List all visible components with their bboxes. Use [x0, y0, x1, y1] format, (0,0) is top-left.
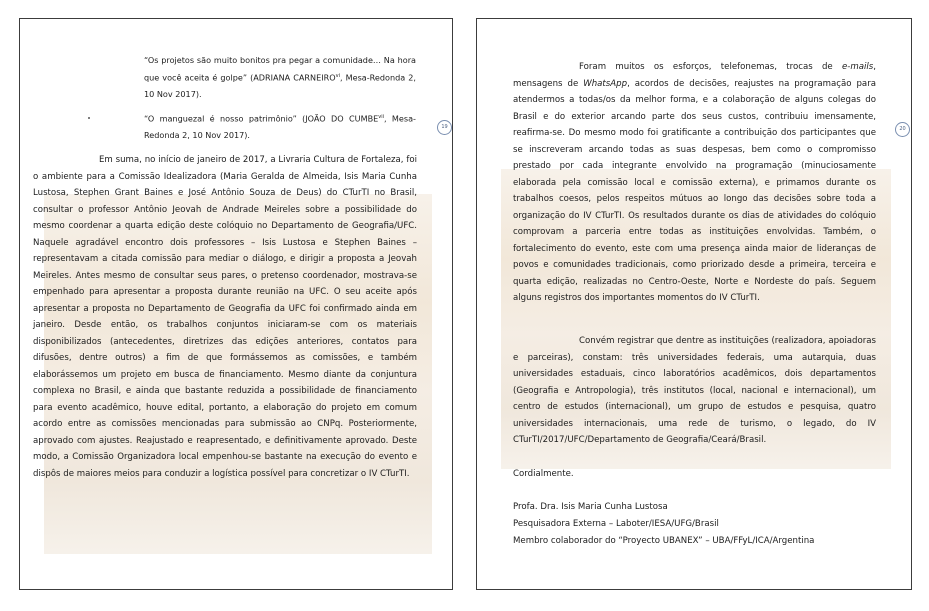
- text-run: , acordos de decisões, reajustes na programação para atendermos a todas/os da melhor forma, e a colaboração de alguns colegas do Brasil e do exterior arcando parte dos seus custos, contribuiu imensamente, reafirma-se. Do mesmo modo foi gratificante a contribuição dos participantes que se inscreveram arcando todas as suas despesas, bem como o compromisso prestado por cada integrante envolvido na programação (minuciosamente elaborada pela comissão local e comissão externa), e primamos durante os trabalhos coesos, pelos respeitos mútuos ao longo das decisões sobre toda a organização do IV CTurTI. Os resultados durante os dias de atividades do colóquio comprovam a parceria entre todas as instituições envolvidas. Também, o fortalecimento do evento, este com uma presença ainda maior de lideranças de povos e comunidades tradicionais, como priorizado desde a primeira, terceira e quarta edição, realizadas no Centro-Oeste, Norte e Nordeste do país. Seguem alguns registros dos importantes momentos do IV CTurTI.: [513, 78, 876, 303]
- quote-text: “Os projetos são muito bonitos pra pegar a comunidade… Na hora que você aceita é golpe” (ADRIANA CARNEIRO: [144, 55, 416, 83]
- italic-term: WhatsApp: [583, 78, 628, 89]
- italic-term: e-mails: [841, 62, 874, 72]
- document-page-right: [476, 18, 912, 590]
- signature-name: Profa. Dra. Isis Maria Cunha Lustosa: [513, 502, 668, 512]
- page-number-badge: 19: [437, 120, 452, 135]
- quote-text: “O manguezal é nosso patrimônio” (JOÃO DO CUMBE: [144, 113, 379, 124]
- footnote-ref[interactable]: vi: [335, 73, 340, 79]
- signature-role: Pesquisadora Externa – Laboter/IESA/UFG/Brasil: [513, 518, 719, 529]
- text-run: , mensagens de: [513, 62, 876, 89]
- signature-block: [513, 499, 893, 549]
- text-run: Foram muitos os esforços, telefonemas, trocas de: [579, 62, 842, 72]
- document-page-left: [19, 18, 453, 590]
- quote-adriana: [144, 52, 416, 102]
- body-paragraph: Em suma, no início de janeiro de 2017, a Livraria Cultura de Fortaleza, foi o ambiente para a Comissão Idealizadora (Maria Geralda de Almeida, Isis Maria Cunha Lustosa, Stephen Grant Baines e José Antônio Souza de Deus) do CTurTI no Brasil, consultar o professor Antônio Jeovah de Andrade Meireles sobre a possibilidade do mesmo coordenar a quarta edição deste colóquio no Departamento de Geografia/UFC. Naquele agradável encontro dois professores – Isis Lustosa e Stephen Baines – representavam a citada comissão para mediar o diálogo, e dirigir a proposta a Jeovah Meireles. Antes mesmo de consultar seus pares, o pretenso coordenador, mostrava-se empenhado para apresentar a proposta durante reunião na UFC. O seu aceite após apresentar a proposta no Departamento de Geografia da UFC foi confirmado ainda em janeiro. Desde então, os trabalhos conjuntos iniciaram-se com os materiais disponibilizados (antecedentes, diretrizes das edições anteriores, contatos para difusões, dentre outros) a fim de que formássemos as comissões, e também elaborássemos um projeto em busca de financiamento. Mesmo diante da conjuntura complexa no Brasil, e ainda que bastante reduzida a possibilidade de financiamento para evento acadêmico, houve edital, portanto, a elaboração do projeto em comum acordo entre as comissões mencionadas para submissão ao CNPq. Posteriormente, aprovado com ajustes. Reajustado e reapresentado, e definitivamente aprovado. Deste modo, a Comissão Organizadora local empenhou-se bastante na execução do evento e dispôs de maiores meios para conduzir a logística possível para concretizar o IV CTurTI.: [33, 155, 417, 479]
- quote-source: , Mesa-Redonda 2, 10 Nov 2017).: [144, 72, 416, 99]
- body-paragraph-2: Convém registrar que dentre as instituições (realizadora, apoiadoras e parceiras), constam: três universidades federais, uma autarquia, duas universidades estaduais, cinco laboratórios acadêmicos, dois departamentos (Geografia e Antropologia), três institutos (local, nacional e internacional), um centro de estudos (internacional), um grupo de estudos e pesquisa, quatro universidades internacionais, uma rede de turismo, o legado, do IV CTurTI/2017/UFC/Departamento de Geografia/Ceará/Brasil.: [513, 336, 876, 445]
- quote-source: , Mesa-Redonda 2, 10 Nov 2017).: [144, 113, 416, 140]
- footnote-ref[interactable]: vii: [378, 114, 384, 120]
- signature-member: Membro colaborador do “Proyecto UBANEX” – UBA/FFyL/ICA/Argentina: [513, 535, 815, 546]
- stray-mark: [88, 117, 90, 119]
- body-paragraph-1: [513, 59, 876, 307]
- page-number-badge: 20: [895, 122, 910, 137]
- quote-joao: [144, 109, 416, 143]
- closing-salutation: Cordialmente.: [513, 469, 574, 479]
